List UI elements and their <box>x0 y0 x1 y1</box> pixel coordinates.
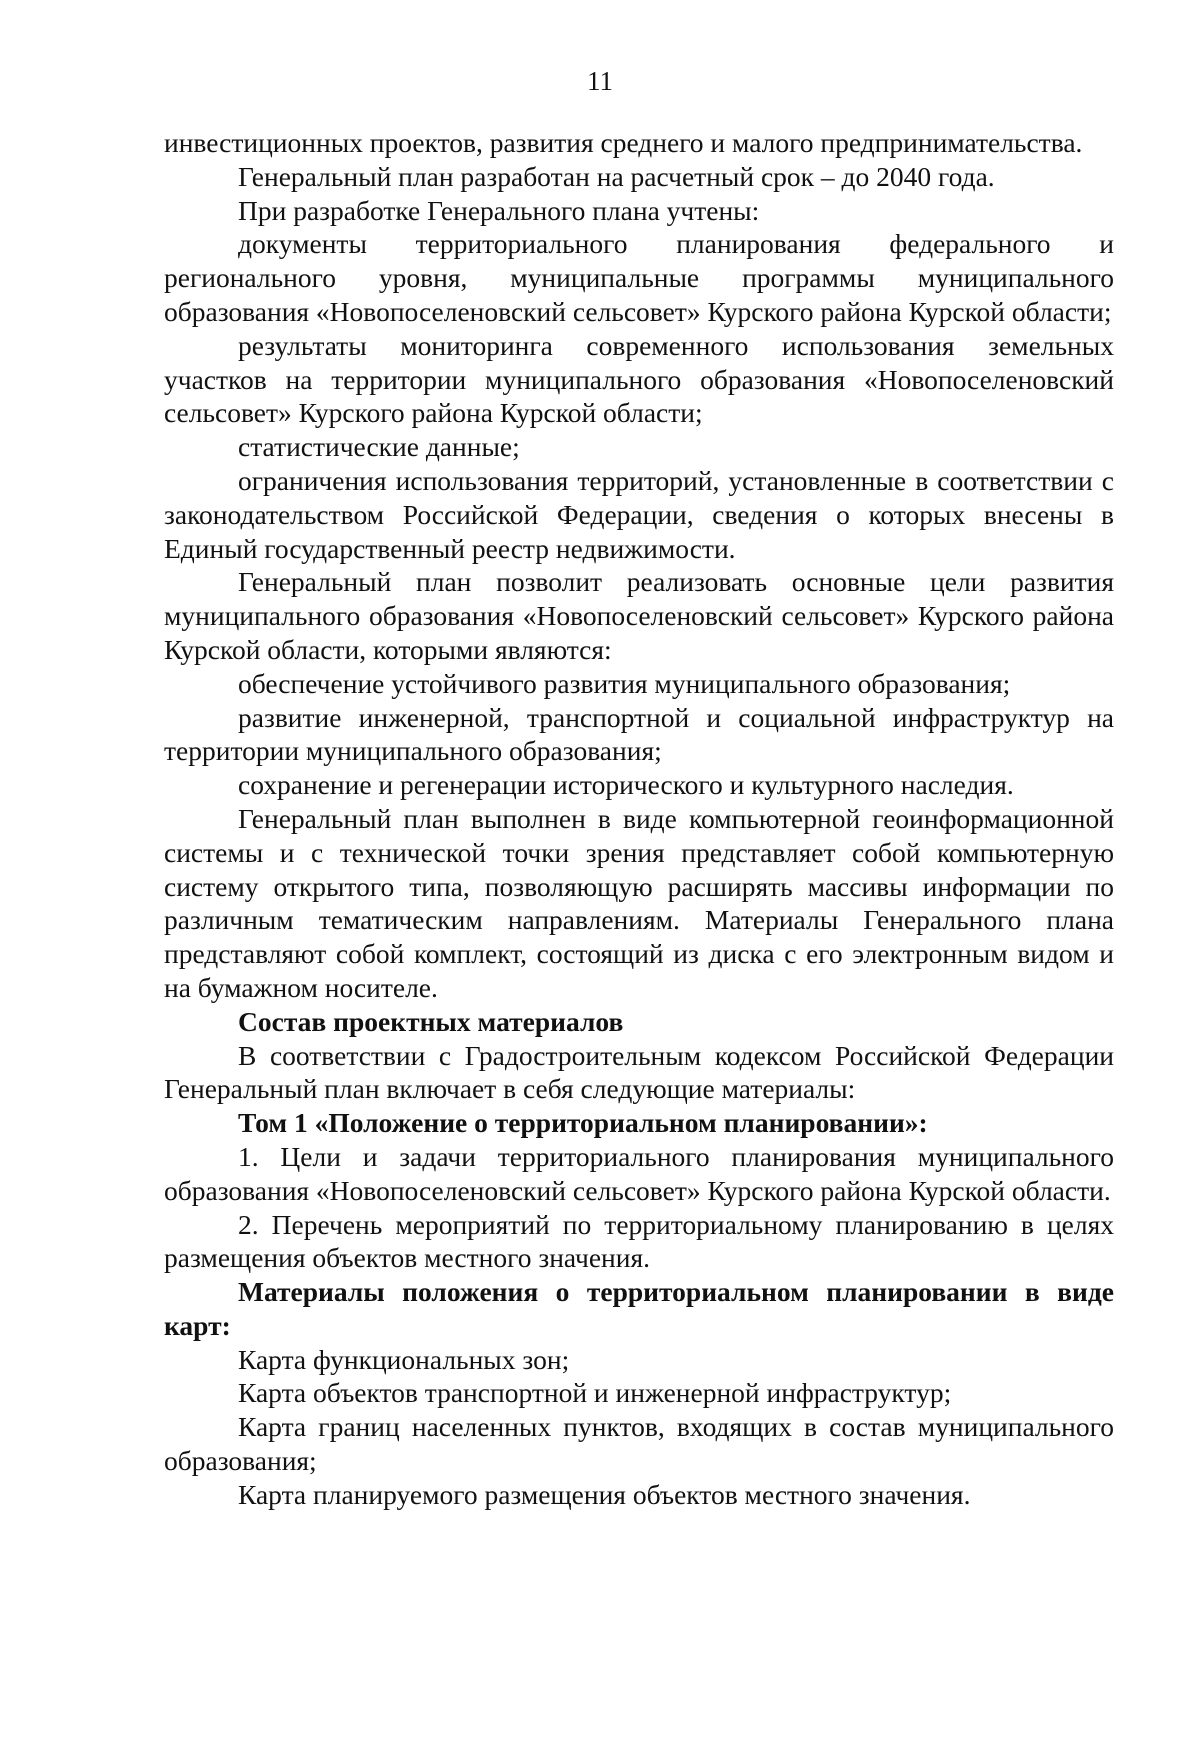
paragraph: статистические данные; <box>238 431 520 463</box>
paragraph: обеспечение устойчивого развития муниципального образования; <box>238 667 1011 699</box>
list-item: Карта функциональных зон; <box>238 1343 570 1375</box>
paragraph: В соответствии с Градостроительным кодексом Российской Федерации Генеральный план включает в себя следующие материалы: <box>164 1039 1114 1105</box>
paragraph: Генеральный план позволит реализовать основные цели развития муниципального образования «Новопоселеновский сельсовет» Курского района Курской области, которыми являются: <box>164 566 1114 665</box>
list-item: Карта планируемого размещения объектов местного значения. <box>238 1478 971 1510</box>
section-heading: Том 1 «Положение о территориальном планировании»: <box>238 1107 928 1139</box>
page-number: 11 <box>587 66 613 96</box>
paragraph: сохранение и регенерации исторического и культурного наследия. <box>238 769 1014 801</box>
paragraph: ограничения использования территорий, установленные в соответствии с законодательством Российской Федерации, сведения о которых внесены в Единый государственный реестр недвижимости. <box>164 464 1114 564</box>
paragraph: Генеральный план выполнен в виде компьютерной геоинформационной системы и с технической точки зрения представляет собой компьютерную систему открытого типа, позволяющую расширять массивы информации по различным тематическим направлениям. Материалы Генерального плана представляют собой комплект, состоящий из диска с его электронным видом и на бумажном носителе. <box>164 802 1114 1003</box>
document-body <box>164 126 1114 1512</box>
list-item: Карта объектов транспортной и инженерной инфраструктур; <box>238 1377 952 1409</box>
paragraph: результаты мониторинга современного использования земельных участков на территории муниципального образования «Новопоселеновский сельсовет» Курского района Курской области; <box>164 329 1114 429</box>
list-item: Карта границ населенных пунктов, входящих в состав муниципального образования; <box>164 1411 1114 1477</box>
paragraph: инвестиционных проектов, развития среднего и малого предпринимательства. <box>164 127 1083 158</box>
paragraph: Генеральный план разработан на расчетный срок – до 2040 года. <box>238 160 995 192</box>
paragraph: развитие инженерной, транспортной и социальной инфраструктур на территории муниципального образования; <box>164 701 1114 767</box>
section-heading: Состав проектных материалов <box>238 1005 624 1037</box>
paragraph: При разработке Генерального плана учтены: <box>238 194 760 226</box>
paragraph: документы территориального планирования федерального и регионального уровня, муниципальные программы муниципального образования «Новопоселеновский сельсовет» Курского района Курской области; <box>164 228 1114 327</box>
list-item: 2. Перечень мероприятий по территориальному планированию в целях размещения объектов местного значения. <box>164 1208 1114 1274</box>
list-item: 1. Цели и задачи территориального планирования муниципального образования «Новопоселеновский сельсовет» Курского района Курской области. <box>164 1140 1114 1206</box>
section-heading: Материалы положения о территориальном планировании в виде карт: <box>164 1276 1114 1341</box>
